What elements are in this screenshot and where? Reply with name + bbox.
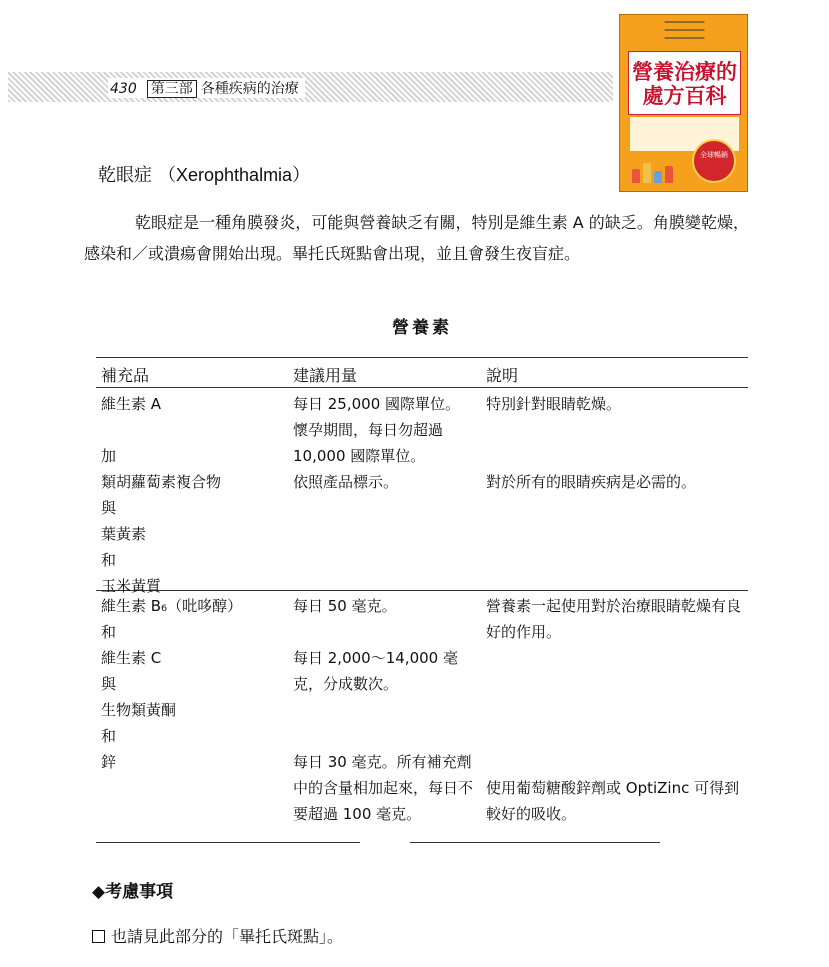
table-bottom-rule-left <box>96 842 360 843</box>
table-header-supplement: 補充品 <box>101 366 150 385</box>
cover-top-text: ═══════════ ═══════════ ═══════════ <box>664 19 705 42</box>
checkbox-icon <box>92 930 105 943</box>
table-caption: 營養素 <box>392 318 452 338</box>
cover-bottles-illustration <box>632 161 682 183</box>
article-title-en: （Xerophthalmia） <box>158 165 311 185</box>
cover-title-line1: 營養治療的 <box>632 60 737 84</box>
cover-seal-badge: 全球暢銷 <box>692 139 736 183</box>
header-pattern-band <box>8 72 613 102</box>
row1-supplement: 維生素 A 加 類胡蘿蔔素複合物 與 葉黃素 和 玉米黃質 <box>101 395 222 595</box>
part-label: 第三部 <box>147 80 197 98</box>
table-bottom-rule-right <box>410 842 660 843</box>
article-title <box>98 161 310 187</box>
see-also-text: 也請見此部分的「畢托氏斑點」。 <box>111 927 344 946</box>
see-also-line <box>92 924 343 947</box>
table-header-rule <box>96 387 748 388</box>
article-title-zh: 乾眼症 <box>98 165 152 186</box>
cover-title-line2: 處方百科 <box>642 84 727 108</box>
running-header <box>108 78 305 98</box>
book-cover-image <box>619 14 748 192</box>
row2-dosage: 每日 50 毫克。 每日 2,000～14,000 毫克，分成數次。 每日 30 毫克。所有補充劑中的含量相加起來，每日不要超過 100 毫克。 <box>293 597 474 823</box>
cover-title-box <box>628 51 741 115</box>
table-top-rule <box>96 357 748 358</box>
intro-paragraph: 乾眼症是一種角膜發炎，可能與營養缺乏有關，特別是維生素 A 的缺乏。角膜變乾燥，感染和／或潰瘍會開始出現。畢托氏斑點會出現，並且會發生夜盲症。 <box>84 213 749 263</box>
table-header-dosage: 建議用量 <box>293 366 358 385</box>
section-label: 各種疾病的治療 <box>200 81 299 97</box>
row1-dosage: 每日 25,000 國際單位。懷孕期間，每日勿超過 10,000 國際單位。 依照產品標示。 <box>293 395 461 491</box>
row1-note: 特別針對眼睛乾燥。 對於所有的眼睛疾病是必需的。 <box>486 395 697 491</box>
page-number: 430 <box>110 81 137 97</box>
considerations-heading: ◆考慮事項 <box>92 882 174 902</box>
row2-note: 營養素一起使用對於治療眼睛乾燥有良好的作用。 使用葡萄糖酸鋅劑或 OptiZinc 可得到較好的吸收。 <box>486 597 742 823</box>
table-header-note: 說明 <box>486 366 519 385</box>
row2-supplement: 維生素 B₆（吡哆醇） 和 維生素 C 與 生物類黃酮 和 鋅 <box>101 597 243 771</box>
